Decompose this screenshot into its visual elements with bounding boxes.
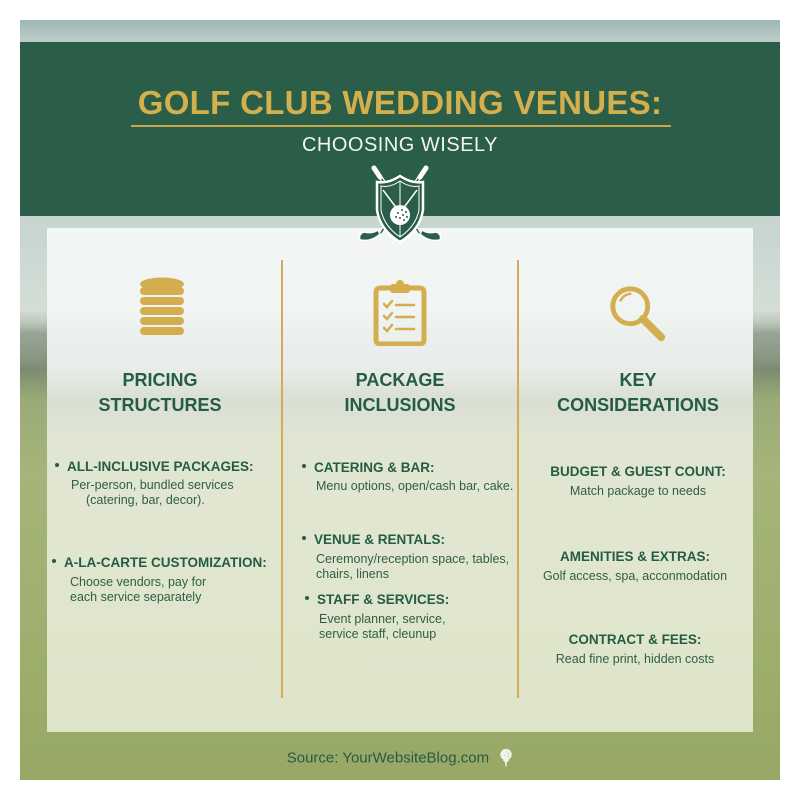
list-item: STAFF & SERVICES: Event planner, service, service staff, cleunup xyxy=(305,591,449,642)
bullet-icon xyxy=(302,464,306,468)
golf-ball-on-tee-icon xyxy=(499,748,513,768)
bullet-icon xyxy=(55,463,59,467)
page-subtitle: CHOOSING WISELY xyxy=(301,134,499,156)
list-item: VENUE & RENTALS: Ceremony/reception space, tables, chairs, linens xyxy=(302,531,509,582)
source-credit: Source: YourWebsiteBlog.com xyxy=(0,748,800,768)
golf-crest-icon xyxy=(350,162,450,248)
list-item: CATERING & BAR: Menu options, open/cash bar, cake. xyxy=(302,459,513,494)
page-title: GOLF CLUB WEDDING VENUES: xyxy=(137,84,663,121)
title-underline xyxy=(131,125,671,127)
clipboard-checklist-icon xyxy=(372,280,428,346)
column-divider xyxy=(517,260,519,698)
bullet-icon xyxy=(302,536,306,540)
bullet-icon xyxy=(52,559,56,563)
list-item: BUDGET & GUEST COUNT: Match package to needs xyxy=(550,464,726,498)
column-heading: PRICING STRUCTURES xyxy=(98,370,222,415)
coin-stack-icon xyxy=(137,276,187,346)
list-item: A-LA-CARTE CUSTOMIZATION: Choose vendors, pay for each service separately xyxy=(52,554,267,605)
list-item: CONTRACT & FEES: Read fine print, hidden costs xyxy=(555,632,715,666)
column-divider xyxy=(281,260,283,698)
list-item: ALL-INCLUSIVE PACKAGES: Per-person, bundled services (catering, bar, decor). xyxy=(55,458,254,508)
bullet-icon xyxy=(305,596,309,600)
column-heading: PACKAGE INCLUSIONS xyxy=(344,370,456,415)
magnifying-glass-icon xyxy=(607,283,669,345)
column-heading: KEY CONSIDERATIONS xyxy=(557,370,719,415)
list-item: AMENITIES & EXTRAS: Golf access, spa, acconmodation xyxy=(542,549,728,583)
